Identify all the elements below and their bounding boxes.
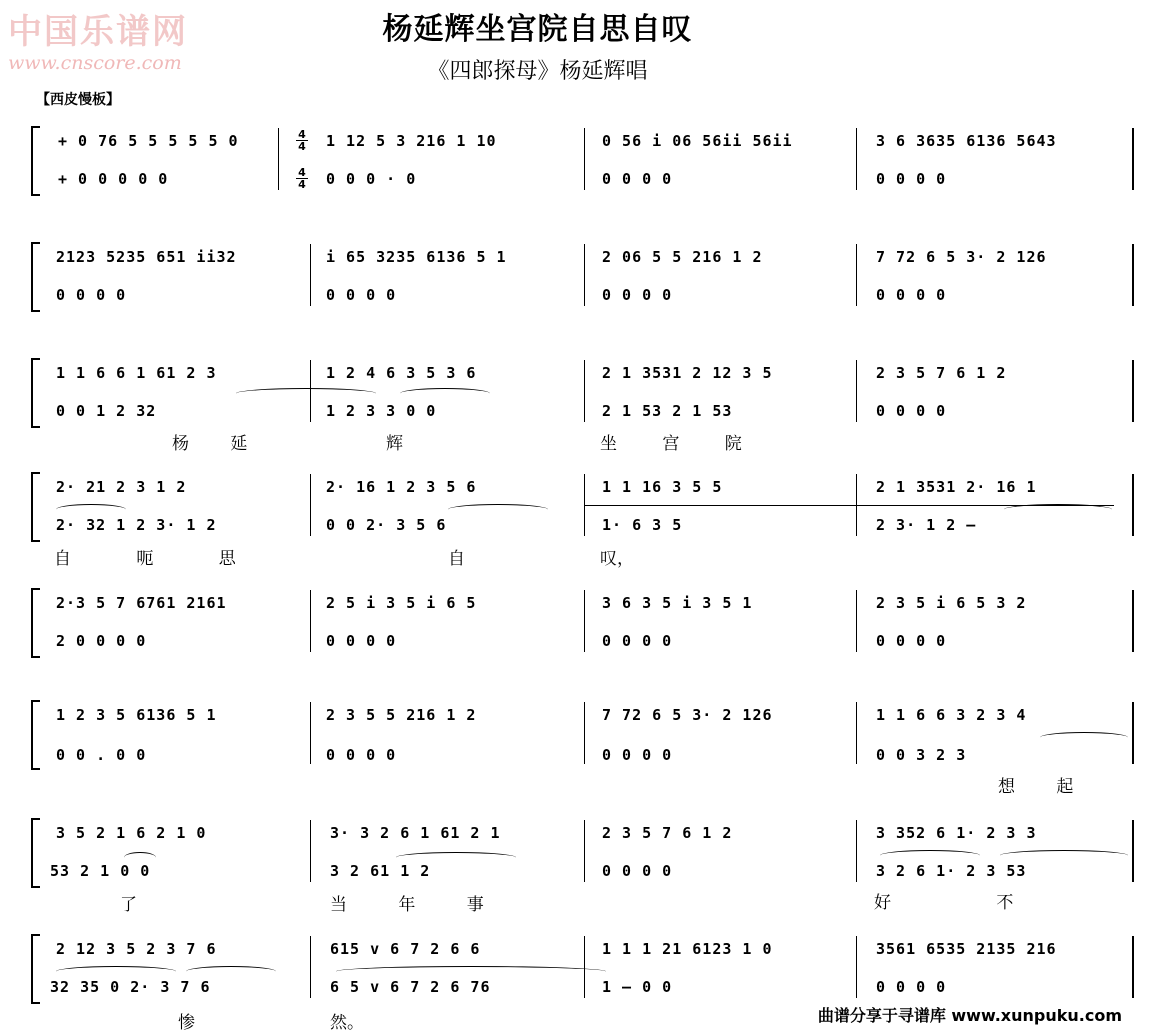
barline [584,820,585,882]
melody-measure: i 65 3235 6136 5 1 [326,248,507,266]
barline [310,474,311,536]
watermark-site-url: www.cnscore.com [8,52,182,74]
barline [856,590,857,652]
lyric-line: 惨 [178,1013,195,1033]
accompaniment-measure: 0 0 3 2 3 [876,746,967,764]
barline [1132,360,1134,422]
accompaniment-measure: 0 0 0 0 [876,632,947,650]
system-bracket [31,588,40,658]
accompaniment-measure: 32 35 0 2· 3 7 6 [50,978,211,996]
accompaniment-measure: 2 0 0 0 0 [56,632,147,650]
lyric-line: 了 [120,895,137,915]
footer-credit: 曲谱分享于寻谱库 www.xunpuku.com [817,1006,1122,1025]
page-title: 杨延辉坐宫院自思自叹 [382,12,693,47]
slur-mark [448,504,548,515]
melody-measure: 2 3 5 i 6 5 3 2 [876,594,1027,612]
melody-measure: 2 12 3 5 2 3 7 6 [56,940,217,958]
lyric-line: 杨 延 [172,434,248,454]
melody-measure: 2·3 5 7 6761 2161 [56,594,227,612]
time-signature-top: 4 4 [296,129,308,152]
barline [856,244,857,306]
melody-measure: 1 1 6 6 1 61 2 3 [56,364,217,382]
system-bracket [31,242,40,312]
lyric-line: 叹， [600,549,634,569]
melody-measure: 3 5 2 1 6 2 1 0 [56,824,207,842]
barline [1132,128,1134,190]
score-system-1 [0,120,1152,200]
score-system-2 [0,236,1152,316]
melody-measure: 1 2 4 6 3 5 3 6 [326,364,477,382]
barline [856,702,857,764]
melody-measure: + 0 76 5 5 5 5 5 0 [58,132,239,150]
slur-mark [336,966,606,977]
system-bracket [31,126,40,196]
melody-measure: 3· 3 2 6 1 61 2 1 [330,824,501,842]
melody-measure: 2 06 5 5 216 1 2 [602,248,763,266]
melody-measure: 2 5 i 3 5 i 6 5 [326,594,477,612]
accompaniment-measure: 0 0 0 0 [876,286,947,304]
accompaniment-measure: 0 0 0 0 [602,632,673,650]
slur-mark [56,504,126,515]
melody-measure: 1 12 5 3 216 1 10 [326,132,497,150]
barline [310,702,311,764]
barline [856,820,857,882]
barline [1132,702,1134,764]
melody-measure: 3 6 3635 6136 5643 [876,132,1057,150]
accompaniment-measure: 0 0 0 0 [56,286,127,304]
accompaniment-measure: 0 0 1 2 32 [56,402,157,420]
melody-measure: 0 56 i 06 56ii 56ii [602,132,793,150]
melody-measure: 1 1 16 3 5 5 [602,478,723,496]
slur-mark [186,966,276,977]
slur-mark [1040,732,1128,743]
accompaniment-measure: 0 0 0 0 [602,862,673,880]
barline [1132,590,1134,652]
score-system-3 [0,352,1152,452]
barline [856,936,857,998]
accompaniment-measure: 6 5 v 6 7 2 6 76 [330,978,491,996]
score-system-6 [0,694,1152,797]
system-bracket [31,700,40,770]
melody-measure: 3 352 6 1· 2 3 3 [876,824,1037,842]
melody-measure: 2· 21 2 3 1 2 [56,478,187,496]
accompaniment-measure: 0 0 0 0 [876,402,947,420]
score-system-5 [0,582,1152,662]
lyric-line: 自 [448,549,465,569]
barline [584,936,585,998]
melody-measure: 2 1 3531 2· 16 1 [876,478,1037,496]
system-bracket [31,818,40,888]
time-signature-bottom: 4 4 [296,167,308,190]
accompaniment-measure: 0 0 0 · 0 [326,170,417,188]
lyric-line: 好 不 [874,893,1014,913]
melody-measure: 2 3 5 5 216 1 2 [326,706,477,724]
barline [584,128,585,190]
melody-measure: 2123 5235 651 ii32 [56,248,237,266]
accompaniment-measure: 0 0 0 0 [876,170,947,188]
accompaniment-measure: 1 — 0 0 [602,978,673,996]
melody-measure: 7 72 6 5 3· 2 126 [602,706,773,724]
barline [1132,244,1134,306]
barline [584,244,585,306]
accompaniment-measure: 1 2 3 3 0 0 [326,402,437,420]
melody-measure: 1 2 3 5 6136 5 1 [56,706,217,724]
lyric-line: 辉 [386,434,403,454]
accompaniment-measure: 3 2 61 1 2 [330,862,431,880]
accompaniment-measure: 0 0 0 0 [602,746,673,764]
system-bracket [31,358,40,428]
melody-measure: 2· 16 1 2 3 5 6 [326,478,477,496]
barline [310,244,311,306]
melody-measure: 2 3 5 7 6 1 2 [876,364,1007,382]
melody-measure: 615 v 6 7 2 6 6 [330,940,481,958]
slur-mark [236,388,376,399]
barline [856,128,857,190]
accompaniment-measure: 0 0 0 0 [876,978,947,996]
barline [310,936,311,998]
tempo-marking: 【西皮慢板】 [36,92,120,108]
accompaniment-measure: 0 0 0 0 [326,286,397,304]
accompaniment-measure: 2 1 53 2 1 53 [602,402,733,420]
accompaniment-measure: 3 2 6 1· 2 3 53 [876,862,1027,880]
melody-measure: 3 6 3 5 i 3 5 1 [602,594,753,612]
accompaniment-measure: 0 0 0 0 [602,170,673,188]
slur-mark [56,966,176,977]
score-system-4 [0,466,1152,569]
system-bracket [31,934,40,1004]
melody-measure: 2 1 3531 2 12 3 5 [602,364,773,382]
melody-measure: 7 72 6 5 3· 2 126 [876,248,1047,266]
accompaniment-measure: 0 0 2· 3 5 6 [326,516,447,534]
accompaniment-measure: 0 0 0 0 [326,746,397,764]
barline [856,360,857,422]
barline [584,590,585,652]
slur-mark [400,388,490,399]
lyric-line: 自 呃 思 [54,549,236,569]
page-subtitle: 《四郎探母》杨延辉唱 [427,59,648,84]
accompaniment-measure: 0 0 0 0 [602,286,673,304]
accompaniment-measure: 2· 32 1 2 3· 1 2 [56,516,217,534]
slur-mark [1000,850,1128,861]
system-bracket [31,472,40,542]
accompaniment-measure: + 0 0 0 0 0 [58,170,169,188]
lyric-line: 然。 [330,1013,364,1033]
barline [1132,936,1134,998]
melody-measure: 2 3 5 7 6 1 2 [602,824,733,842]
barline [278,128,279,190]
barline [310,590,311,652]
lyric-line: 坐 宫 院 [600,434,742,454]
accompaniment-measure: 0 0 . 0 0 [56,746,147,764]
melody-measure: 3561 6535 2135 216 [876,940,1057,958]
score-system-7 [0,812,1152,915]
accompaniment-measure: 0 0 0 0 [326,632,397,650]
barline [1132,820,1134,882]
slur-mark [1004,504,1112,515]
accompaniment-measure: 53 2 1 0 0 [50,862,151,880]
accompaniment-measure: 2 3· 1 2 — [876,516,977,534]
accompaniment-measure: 1· 6 3 5 [602,516,683,534]
slur-mark [880,850,980,861]
lyric-line: 想 起 [998,777,1074,797]
melody-measure: 1 1 6 6 3 2 3 4 [876,706,1027,724]
barline [1132,474,1134,536]
barline [584,360,585,422]
barline [584,702,585,764]
barline [310,820,311,882]
watermark-site-name: 中国乐谱网 [8,12,188,52]
lyric-line: 当 年 事 [330,895,484,915]
melody-measure: 1 1 1 21 6123 1 0 [602,940,773,958]
